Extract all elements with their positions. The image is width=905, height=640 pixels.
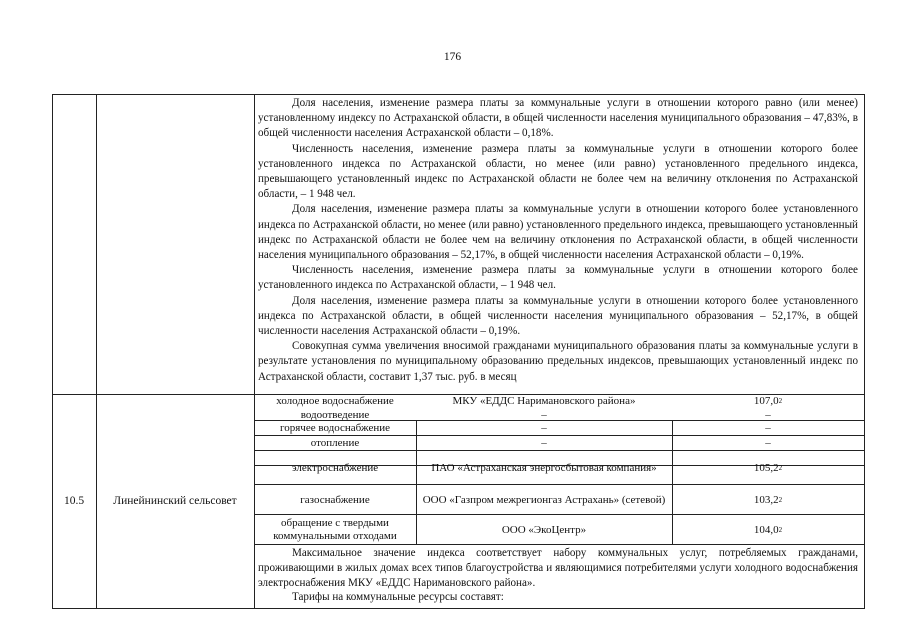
provider-name: ПАО «Астраханская энергосбытовая компания»	[431, 461, 657, 474]
service-name: водоотведение	[300, 408, 370, 421]
provider-name: МКУ «ЕДДС Наримановского района»	[452, 395, 636, 407]
index-value: 105,2 2	[753, 461, 783, 474]
index-number: 103,2	[753, 493, 779, 506]
index-value: 103,2 2	[753, 493, 783, 506]
paragraph: Численность населения, изменение размера платы за коммунальные услуги в отношении которого более установленного индекса по Астраханской области, – 1 948 чел.	[258, 264, 858, 292]
index-value: –	[765, 437, 771, 449]
index-number: 105,2	[753, 461, 779, 474]
provider-name: ООО «ЭкоЦентр»	[501, 523, 587, 536]
provider-name: –	[541, 437, 547, 449]
indicators-text	[258, 96, 858, 385]
paragraph: Доля населения, изменение размера платы за коммунальные услуги в отношении которого более установленного индекса по Астраханской области, но менее (или равно) установленного предельного индекса, превышающего установленный индекс по Астраханской области не более чем на величину отклонения по Астраханской области, в общей численности населения муниципального образования – 52,17%, в общей численности населения Астраханской области – 0,19%.	[258, 203, 858, 262]
settlement-name: Линейнинский сельсовет	[113, 495, 237, 507]
service-name: горячее водоснабжение	[280, 422, 390, 434]
service-name: холодное водоснабжение	[276, 395, 394, 407]
service-name: газоснабжение	[300, 493, 370, 506]
index-value: 104,0 2	[753, 523, 783, 536]
document-table	[52, 94, 864, 608]
provider-name: ООО «Газпром межрегионгаз Астрахань» (сетевой)	[422, 493, 666, 506]
table-border	[52, 94, 865, 95]
service-name: отопление	[310, 437, 360, 449]
paragraph: Численность населения, изменение размера платы за коммунальные услуги в отношении которого более установленного индекса по Астраханской области, но менее (или равно) установленного предельного индекса, превышающего установленный индекс по Астраханской области не более чем на величину отклонения по Астраханской области, – 1 948 чел.	[258, 142, 858, 201]
index-value: 107,0 2	[753, 395, 783, 407]
max-index-text	[258, 546, 858, 605]
index-number: 104,0	[753, 523, 779, 536]
provider-name: –	[541, 408, 547, 421]
index-number: 107,0	[753, 395, 779, 407]
service-name: электроснабжение	[291, 461, 379, 474]
table-border	[254, 544, 865, 545]
paragraph: Доля населения, изменение размера платы за коммунальные услуги в отношении которого равно (или менее) установленному индексу по Астраханской области, в общей численности населения муниципального образования – 47,83%, в общей численности населения Астраханской области – 0,18%.	[258, 97, 858, 140]
index-value: –	[765, 408, 771, 421]
page-number: 176	[443, 51, 462, 63]
paragraph: Максимальное значение индекса соответствует набору коммунальных услуг, потребляемых гражданами, проживающими в жилых домах всех типов благоустройства и являющимися потребителями услуги холодного водоснабжения электроснабжения МКУ «ЕДДС Наримановского района».	[258, 547, 858, 589]
provider-name: –	[541, 422, 547, 434]
table-border	[52, 608, 865, 609]
paragraph: Тарифы на коммунальные ресурсы составят:	[292, 591, 504, 604]
row-number: 10.5	[63, 495, 85, 507]
index-value: –	[765, 422, 771, 434]
table-border	[864, 94, 865, 608]
paragraph: Совокупная сумма увеличения вносимой гражданами муниципального образования платы за коммунальные услуги в результате установления по муниципальному образованию предельных индексов, превышающих установленный индекс по Астраханской области, составит 1,37 тыс. руб. в месяц	[258, 340, 858, 383]
paragraph: Доля населения, изменение размера платы за коммунальные услуги в отношении которого более установленного индекса по Астраханской области, в общей численности населения муниципального образования – 52,17%, в общей численности населения Астраханской области – 0,19%.	[258, 294, 858, 338]
service-name: обращение с твердыми коммунальными отходами	[273, 516, 397, 542]
